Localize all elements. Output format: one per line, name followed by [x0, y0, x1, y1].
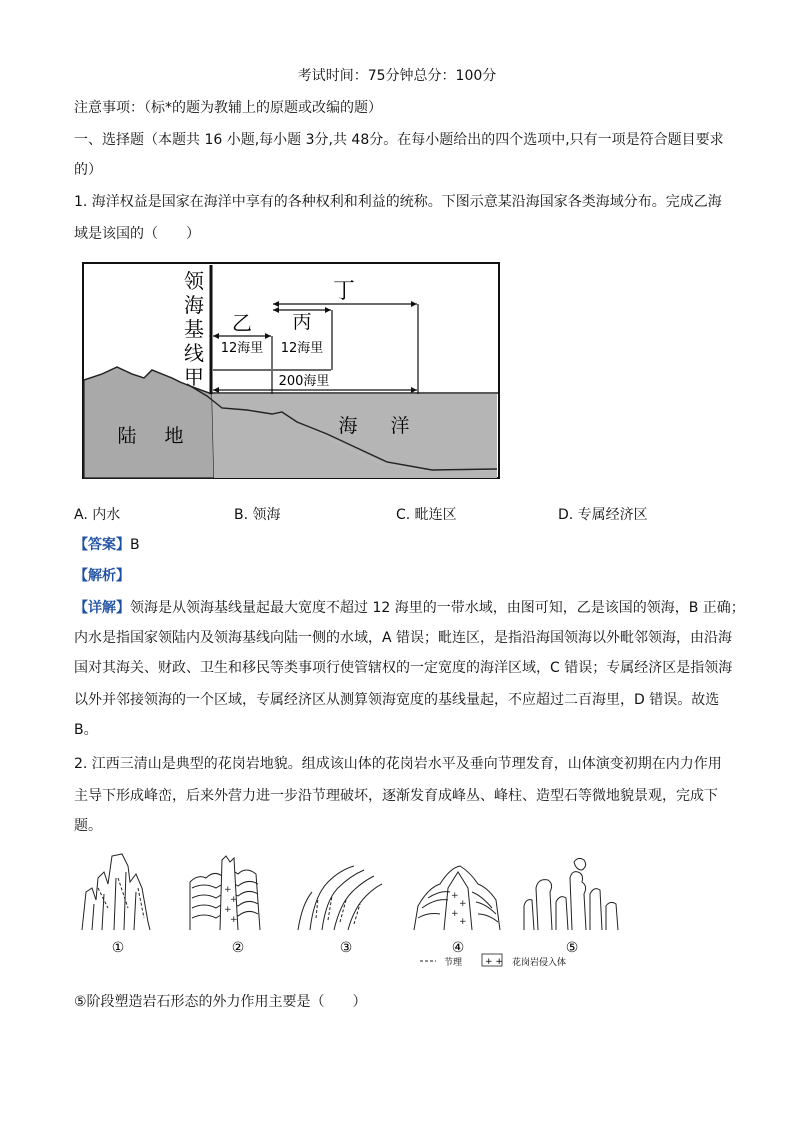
legend-granite-label: 花岗岩侵入体 — [512, 958, 567, 968]
baseline-label-5: 甲 — [184, 365, 204, 389]
svg-text:+: + — [451, 909, 459, 919]
detail-line5: B。 — [74, 722, 98, 738]
zone-ding-label: 丁 — [332, 279, 356, 304]
option-a[interactable]: A. 内水 — [74, 507, 121, 523]
detail-text1: 领海是从领海基线量起最大宽度不超过 12 海里的一带水域，由图可知，乙是该国的领海，B 正确； — [130, 600, 745, 616]
maritime-zones-diagram — [82, 262, 502, 480]
stage-3-sketch — [298, 866, 382, 930]
section-heading-line1: 一、选择题（本题共 16 小题,每小题 3分,共 48分。在每小题给出的四个选项中,只有一项是符合题目要求 — [74, 132, 724, 148]
analysis-line — [74, 566, 130, 586]
detail-line4: 以外并邻接领海的一个区域，专属经济区从测算领海宽度的基线量起，不应超过二百海里，D 错误。故选 — [74, 692, 720, 708]
baseline-label-3: 基 — [184, 317, 204, 341]
q2-stem-line3: 题。 — [74, 818, 102, 834]
q1-options — [74, 504, 714, 524]
granite-landform-stages — [78, 848, 626, 970]
q1-stem-line1: 1. 海洋权益是国家在海洋中享有的各种权利和利益的统称。下图示意某沿海国家各类海域分布。完成乙海 — [74, 194, 722, 210]
svg-text:+: + — [230, 895, 238, 905]
svg-text:+: + — [459, 917, 467, 927]
baseline-label-1: 领 — [184, 269, 204, 293]
stage-4-label: ④ — [451, 940, 465, 956]
svg-text:+: + — [224, 885, 232, 895]
stage-5-label: ⑤ — [565, 940, 579, 956]
svg-text:+: + — [459, 899, 467, 909]
stage-1-sketch — [82, 854, 150, 930]
stage-2-label: ② — [231, 940, 245, 956]
q2-stem-line2: 主导下形成峰峦，后来外营力进一步沿节理破坏，逐渐发育成峰丛、峰柱、造型石等微地貌景观，完成下 — [74, 788, 718, 804]
answer-line — [74, 535, 140, 555]
granite-plus-marks — [224, 885, 467, 927]
zone-yi-label: 乙 — [232, 311, 252, 335]
sea-label-2: 洋 — [390, 415, 410, 437]
analysis-tag: 【解析】 — [74, 568, 130, 584]
option-d[interactable]: D. 专属经济区 — [558, 507, 648, 523]
land-label-1: 陆 — [117, 425, 137, 447]
q2-stem-line1: 2. 江西三清山是典型的花岗岩地貌。组成该山体的花岗岩水平及垂向节理发育，山体演变初期在内力作用 — [74, 756, 722, 772]
answer-value: B — [130, 537, 140, 553]
svg-text:+: + — [230, 915, 238, 925]
detail-line3: 国对其海关、财政、卫生和移民等类事项行使管辖权的一定宽度的海洋区域，C 错误；专属经济区是指领海 — [74, 660, 733, 676]
q1-stem-line2: 域是该国的（ ） — [74, 226, 200, 242]
detail-line1 — [74, 598, 745, 618]
baseline-label-2: 海 — [184, 293, 204, 317]
legend-plus-marks: + + — [485, 957, 503, 967]
dist-bing-label: 12海里 — [280, 341, 324, 356]
answer-tag: 【答案】 — [74, 537, 130, 553]
sea-label-1: 海 — [338, 415, 358, 437]
option-b[interactable]: B. 领海 — [234, 507, 281, 523]
svg-text:+: + — [224, 905, 232, 915]
legend-joint-label: 节理 — [444, 958, 463, 968]
baseline-label-4: 线 — [184, 341, 204, 365]
dist-200-label: 200海里 — [278, 374, 330, 389]
exam-info: 考试时间：75分钟总分：100分 — [297, 68, 497, 84]
dist-yi-label: 12海里 — [220, 341, 264, 356]
land-label-2: 地 — [164, 425, 184, 447]
stage-5-sketch — [524, 858, 618, 930]
detail-tag: 【详解】 — [74, 600, 130, 616]
option-c[interactable]: C. 毗连区 — [396, 507, 457, 523]
stage-3-label: ③ — [339, 940, 353, 956]
svg-text:+: + — [451, 891, 459, 901]
section-heading-line2: 的） — [74, 162, 102, 178]
detail-line2: 内水是指国家领陆内及领海基线向陆一侧的水域，A 错误；毗连区，是指沿海国领海以外毗邻领海，由沿海 — [74, 630, 733, 646]
stage-1-label: ① — [111, 940, 125, 956]
notice: 注意事项：（标*的题为教辅上的原题或改编的题） — [74, 100, 382, 116]
q2-sub-question: ⑤阶段塑造岩石形态的外力作用主要是（ ） — [74, 994, 367, 1010]
zone-bing-label: 丙 — [292, 311, 312, 333]
